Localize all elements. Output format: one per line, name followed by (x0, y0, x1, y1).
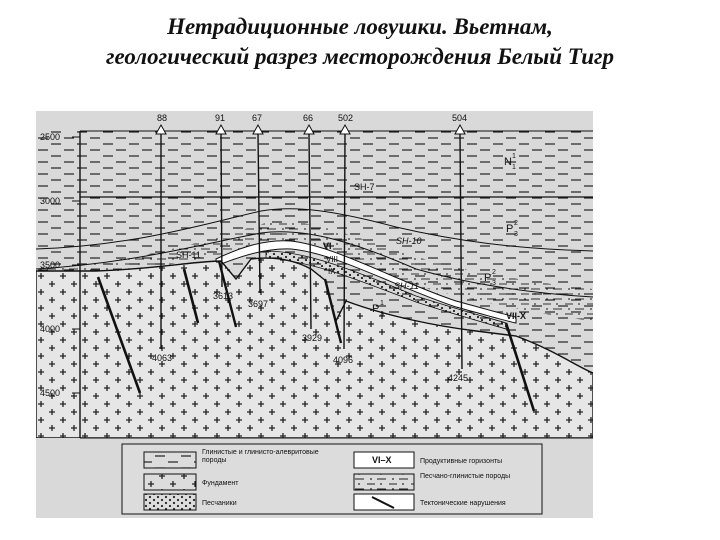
age-label-p1: P (372, 303, 380, 315)
depth-label-3000: 3000 (40, 196, 61, 206)
well-88-label: 88 (157, 113, 168, 123)
well-66-label: 66 (303, 113, 314, 123)
legend-sandstone-label: Песчаники (202, 500, 237, 507)
legend-productive-label: Продуктивные горизонты (420, 458, 503, 465)
age-label-n: N (504, 156, 512, 168)
slide-title (0, 12, 720, 72)
age-label-p2-lower-sub: 3 (492, 280, 496, 287)
legend-swatch-sandy-clay (354, 474, 414, 490)
age-label-n-sub: 1 (512, 164, 516, 171)
legend-sandy-clay-label-box (420, 473, 530, 493)
depth-label-4000: 4000 (40, 324, 61, 334)
well-88-td: 4063 (152, 353, 173, 363)
productive-label-ix: IX (328, 267, 336, 276)
age-label-n-super: 1 (512, 153, 516, 160)
well-67-label: 67 (252, 113, 263, 123)
legend-swatch-clay (144, 452, 196, 468)
productive-label-viii: VIII (326, 255, 339, 264)
well-504-label: 504 (452, 113, 468, 123)
depth-label-4500: 4500 (40, 388, 61, 398)
age-label-p2-super: 2 (514, 220, 518, 227)
legend-faults-label: Тектонические нарушения (420, 500, 506, 507)
well-67-td: 3697 (248, 299, 269, 309)
productive-label-vii-x: VII-X (506, 311, 527, 321)
well-91-trajectory (221, 134, 222, 287)
legend-swatch-basement (144, 474, 196, 490)
horizon-sh11-right-label: SH-11 (394, 281, 419, 291)
age-label-p2-lower-super: 2 (492, 269, 496, 276)
depth-label-2500: 2500 (40, 132, 61, 142)
age-label-p2-sub: 3 (514, 231, 518, 238)
legend-clay-label-box (202, 449, 337, 471)
well-66-td: 3929 (302, 333, 323, 343)
legend-productive-symbol: VI–X (372, 455, 392, 465)
title-line-2: геологический разрез месторождения Белый Тигр (105, 44, 615, 69)
well-502-label: 502 (338, 113, 354, 123)
age-label-p1-super: 1 (380, 300, 384, 307)
horizon-sh7-label: SH-7 (354, 182, 375, 192)
well-504-td: 4245 (448, 373, 469, 383)
productive-label-vi: VI (323, 241, 332, 251)
age-label-p1-sub: 3 (380, 311, 384, 318)
well-91-label: 91 (215, 113, 226, 123)
age-label-p2: P (506, 223, 514, 235)
horizon-sh11-left-label: SH-11 (176, 250, 201, 260)
horizon-sh10-label: SH-10 (396, 236, 422, 246)
age-label-p2-lower: P (484, 272, 492, 284)
depth-label-3500: 3500 (40, 260, 61, 270)
geological-section-figure (36, 111, 593, 518)
legend-sandy-clay-label: Песчано-глинистые породы (420, 473, 511, 480)
legend-basement-label: Фундамент (202, 480, 239, 487)
legend (122, 444, 542, 514)
well-91-td: 3613 (213, 291, 234, 301)
title-line-1: Нетрадиционные ловушки. Вьетнам, (167, 14, 553, 39)
legend-clay-label: Глинистые и глинисто-алевритовые породы (202, 449, 319, 464)
well-502-td: 4096 (333, 355, 354, 365)
legend-swatch-sandstone (144, 494, 196, 510)
